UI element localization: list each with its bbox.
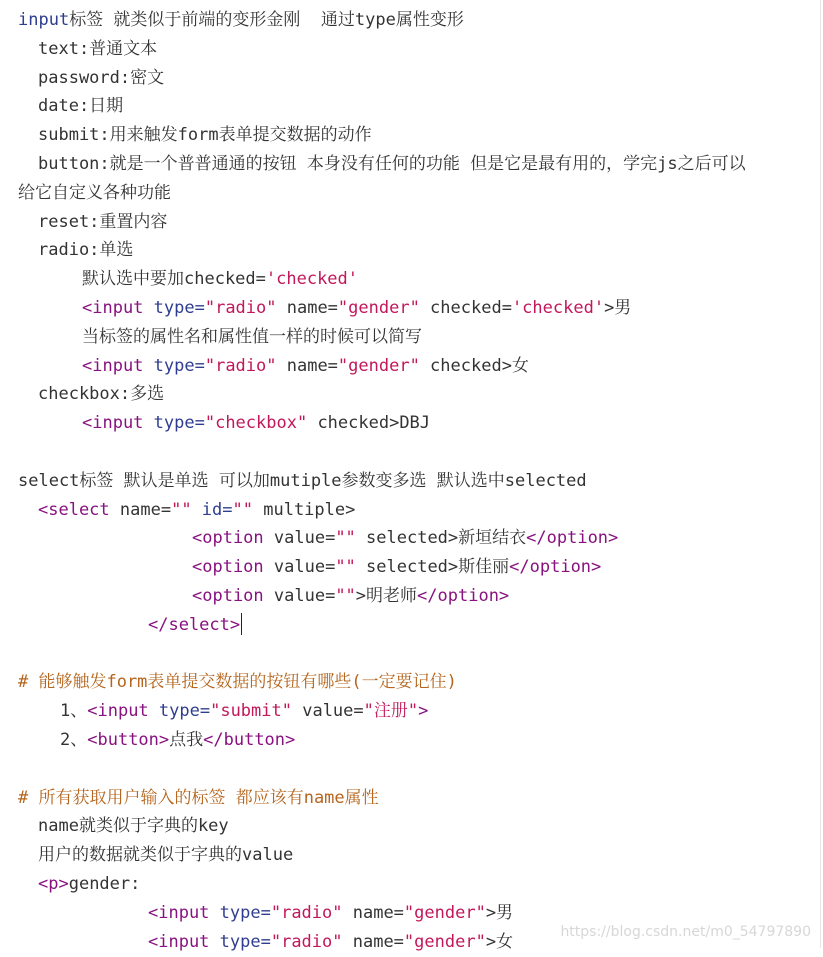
code-line [0, 265, 823, 294]
code-token: <input [82, 413, 154, 434]
code-token: <p> [38, 874, 69, 894]
code-line [0, 323, 823, 352]
code-token: selected>斯佳丽 [355, 557, 510, 578]
code-token: <select [38, 499, 110, 520]
code-token: 'checked' [511, 298, 605, 318]
code-token: checked= [419, 298, 512, 318]
code-token: </option> [526, 528, 619, 549]
code-line [0, 784, 823, 813]
code-token: type= [153, 355, 205, 376]
code-token: selected>新垣结衣 [355, 528, 527, 549]
code-token: 默认选中要加checked= [82, 269, 266, 290]
code-token: <input [82, 355, 154, 376]
code-line [0, 812, 823, 841]
code-token: <option [192, 586, 264, 606]
code-token: select标签 默认是单选 可以加mutiple参数变多选 默认选中selected [18, 470, 587, 491]
code-token: date:日期 [38, 96, 124, 117]
code-line [0, 640, 823, 669]
code-line [0, 208, 823, 237]
code-token: </button> [203, 730, 296, 750]
code-token: # 所有获取用户输入的标签 都应该有name属性 [18, 787, 379, 808]
code-token: name= [276, 355, 338, 376]
code-token: "gender" [337, 298, 420, 318]
code-token: value= [263, 528, 336, 549]
scrollbar-track[interactable] [820, 0, 821, 948]
code-token: name= [276, 298, 338, 318]
code-line [0, 553, 823, 582]
code-token: <option [192, 557, 264, 578]
code-token: "gender" [337, 355, 420, 376]
code-token: > [418, 701, 429, 722]
code-line [0, 467, 823, 496]
code-token: # 能够触发form表单提交数据的按钮有哪些(一定要记住) [18, 672, 457, 693]
code-token: radio:单选 [38, 240, 134, 261]
code-token: "gender" [403, 902, 486, 923]
code-token: submit:用来触发form表单提交数据的动作 [38, 125, 372, 146]
code-token: >女 [485, 931, 514, 952]
code-token: 当标签的属性名和属性值一样的时候可以简写 [82, 326, 422, 347]
code-line [0, 755, 823, 784]
code-line [0, 352, 823, 381]
code-line [0, 380, 823, 409]
code-token: 标签 就类似于前端的变形金刚 通过type属性变形 [69, 10, 464, 30]
code-token: <button> [87, 730, 170, 750]
csdn-watermark: https://blog.csdn.net/m0_54797890 [560, 924, 811, 940]
code-token: checked>女 [419, 355, 529, 376]
code-line [0, 35, 823, 64]
code-token: 1、 [60, 701, 88, 722]
code-line [0, 236, 823, 265]
code-token: >男 [604, 298, 632, 318]
code-token: <input [87, 701, 159, 722]
code-token: text:普通文本 [38, 38, 158, 59]
code-line [0, 150, 823, 179]
code-token: button:就是一个普普通通的按钮 本身没有任何的功能 但是它是最有用的，学完js之后可以 [38, 154, 746, 174]
code-token: </select> [148, 614, 241, 635]
code-token: name就类似于字典的key [38, 816, 229, 837]
code-token: 'checked' [265, 269, 359, 290]
code-token: "radio" [270, 931, 343, 952]
code-token: type= [153, 298, 205, 318]
code-token: "gender" [403, 931, 486, 952]
code-line [0, 92, 823, 121]
code-line [0, 121, 823, 150]
code-line [0, 841, 823, 870]
text-caret [241, 613, 242, 635]
code-token: "" [335, 528, 356, 549]
code-token: >明老师 [355, 586, 418, 606]
code-token: <input [148, 931, 220, 952]
code-token: name= [109, 499, 172, 520]
code-line [0, 582, 823, 611]
code-line [0, 294, 823, 323]
code-token: <input [148, 902, 220, 923]
code-token: input [18, 10, 70, 30]
code-line [0, 668, 823, 697]
code-token: id= [191, 499, 233, 520]
code-token: 用户的数据就类似于字典的value [38, 845, 294, 866]
code-token: 2、 [60, 730, 88, 750]
code-token: "" [335, 557, 356, 578]
code-token: value= [263, 586, 336, 606]
code-token: 点我 [169, 730, 204, 750]
code-line [0, 64, 823, 93]
code-line [0, 870, 823, 899]
code-token: checkbox:多选 [38, 384, 165, 405]
code-line [0, 6, 823, 35]
code-token: >男 [485, 902, 514, 923]
code-token: reset:重置内容 [38, 211, 168, 232]
code-token: "" [335, 586, 356, 606]
code-token: "submit" [210, 701, 292, 722]
code-token: 给它自定义各种功能 [18, 182, 171, 203]
code-token: type= [219, 931, 271, 952]
code-token: "radio" [204, 355, 277, 376]
code-token: </option> [509, 557, 602, 578]
code-line [0, 611, 823, 640]
code-token: "radio" [270, 902, 343, 923]
code-token: type= [153, 413, 205, 434]
code-line [0, 524, 823, 553]
code-token: type= [158, 701, 211, 722]
code-token: type= [219, 902, 271, 923]
code-token: name= [342, 902, 404, 923]
code-line [0, 496, 823, 525]
code-token: password:密文 [38, 67, 165, 88]
code-token: <input [82, 298, 154, 318]
code-token: name= [342, 931, 404, 952]
code-token: "注册" [363, 701, 419, 722]
code-line [0, 179, 823, 208]
code-token: value= [291, 701, 364, 722]
code-token: value= [263, 557, 336, 578]
code-token: "radio" [204, 298, 277, 318]
code-token: "checkbox" [204, 413, 308, 434]
code-token: <option [192, 528, 264, 549]
code-line [0, 409, 823, 438]
code-token: </option> [417, 586, 510, 606]
code-line [0, 438, 823, 467]
code-token: "" [232, 499, 253, 520]
code-line [0, 726, 823, 755]
code-token: gender: [68, 874, 141, 894]
code-token: checked>DBJ [307, 413, 431, 434]
code-token: "" [171, 499, 192, 520]
code-token: multiple> [253, 499, 356, 520]
code-line [0, 697, 823, 726]
